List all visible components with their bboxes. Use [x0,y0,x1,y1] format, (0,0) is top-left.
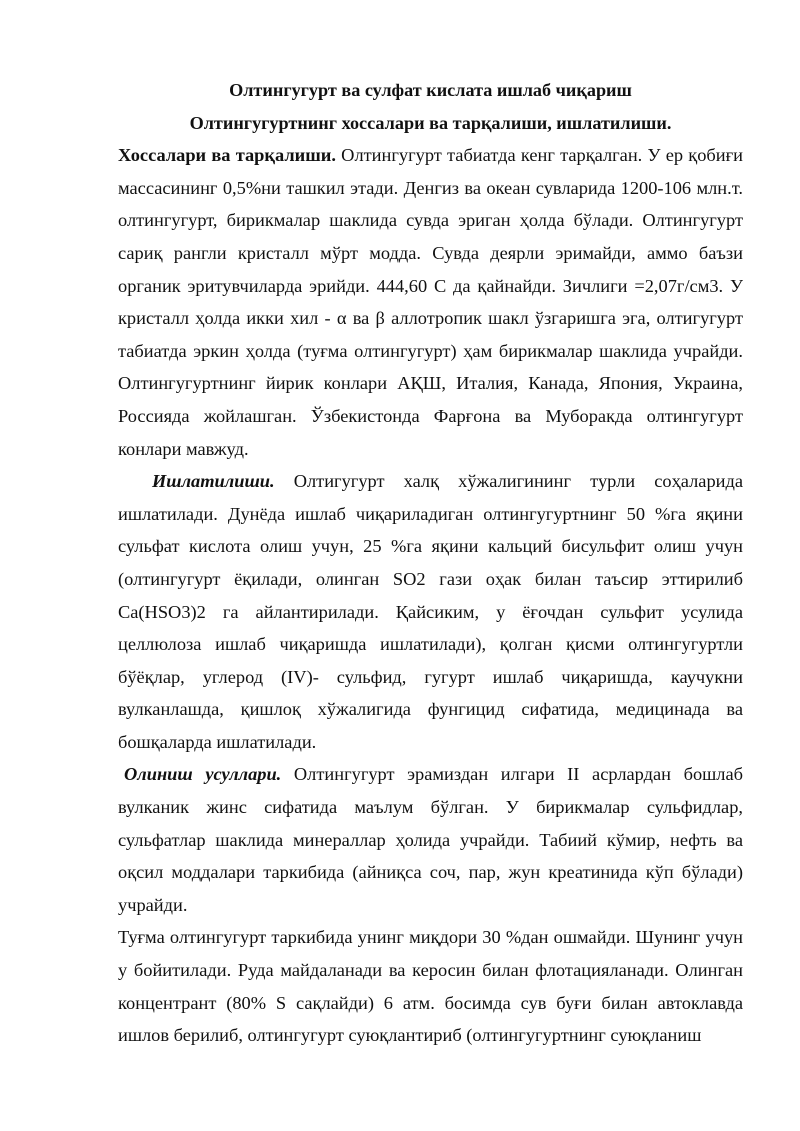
paragraph-usage [118,465,743,758]
paragraph-production-methods-text: Олтингугурт эрамиздан илгари II асрлардан бошлаб вулканик жинс сифатида маълум бўлган. У бирикмалар сульфидлар, сульфатлар шаклида минераллар ҳолида учрайди. Табиий кўмир, нефть ва оқсил моддалари таркибида (айниқса соч, пар, жун креатинида кўп бўлади) учрайди. [118,764,743,915]
paragraph-usage-text: Олтигугурт халқ хўжалигининг турли соҳаларида ишлатилади. Дунёда ишлаб чиқариладиган олтингугуртнинг 50 %га яқини сульфат кислота олиш учун, 25 %га яқини кальций бисульфит олиш учун (олтингугурт ёқилади, олинган SO2 гази оҳак билан таъсир эттирилиб Ca(HSO3)2 га айлантирилади. Қайсиким, у ёғочдан сульфит усулида целлюлоза ишлаб чиқаришда ишлатилади), қолган қисми олтингугуртли бўёқлар, углерод (IV)- сульфид, гугурт ишлаб чиқаришда, каучукни вулканлашда, қишлоқ хўжалигида фунгицид сифатида, медицинада ва бошқаларда ишлатилади. [118,471,743,752]
paragraph-production-methods-heading: Олиниш усуллари. [124,764,282,785]
document-subtitle: Олтингугуртнинг хоссалари ва тарқалиши, ишлатилиши. [189,112,672,133]
paragraph-properties-text: Олтингугурт табиатда кенг тарқалган. У ер қобиғи массасининг 0,5%ни ташкил этади. Денгиз ва океан сувларида 1200-106 млн.т. олтингугурт, бирикмалар шаклида сувда эриган ҳолда бўлади. Олтингугурт сариқ рангли кристалл мўрт модда. Сувда деярли эримайди, аммо баъзи органик эритувчиларда эрийди. 444,60 С да қайнайди. Зичлиги =2,07г/см3. У кристалл ҳолда икки хил - α ва β аллотропик шакл ўзгаришга эга, олтигугурт табиатда эркин ҳолда (туғма олтингугурт) ҳам бирикмалар шаклида учрайди. Олтингугуртнинг йирик конлари АҚШ, Италия, Канада, Япония, Украина, Россияда жойлашган. Ўзбекистонда Фарғона ва Муборакда олтингугурт конлари мавжуд. [118,145,743,459]
paragraph-usage-heading: Ишлатилиши. [152,471,275,492]
paragraph-properties [118,139,743,465]
paragraph-native-sulfur-text: Туғма олтингугурт таркибида унинг миқдори 30 %дан ошмайди. Шунинг учун у бойитилади. Руда майдаланади ва керосин билан флотацияланади. Олинган концентрант (80% S сақлайди) 6 атм. босимда сув буғи билан автоклавда ишлов берилиб, олтингугурт суюқлантириб (олтингугуртнинг суюқланиш [118,927,743,1046]
document-title: Олтингугурт ва сулфат кислата ишлаб чиқариш [229,80,632,100]
document-page [118,74,743,1052]
paragraph-properties-heading: Хоссалари ва тарқалиши. [118,145,336,166]
paragraph-production-methods [118,758,743,921]
paragraph-native-sulfur [118,921,743,1051]
